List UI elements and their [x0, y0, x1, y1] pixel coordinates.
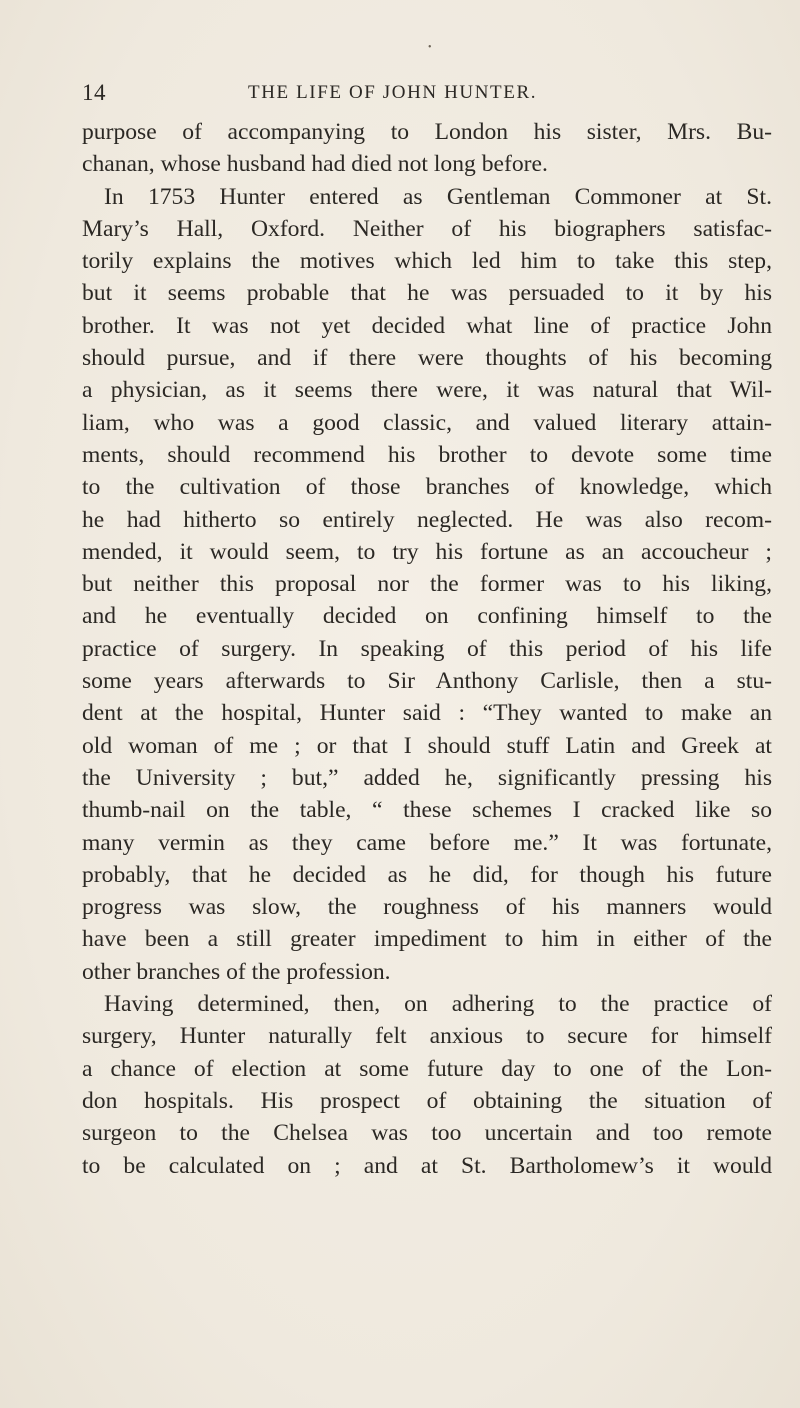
- header-ornament: •: [428, 42, 432, 53]
- text-line: but it seems probable that he was persuaded to it by his: [82, 280, 772, 307]
- text-line: practice of surgery. In speaking of this period of his life: [82, 635, 772, 662]
- text-line: he had hitherto so entirely neglected. He was also recom-: [82, 506, 772, 533]
- text-line: probably, that he decided as he did, for though his future: [82, 861, 772, 888]
- text-line: Mary’s Hall, Oxford. Neither of his biographers satisfac-: [82, 215, 772, 242]
- text-line: brother. It was not yet decided what line of practice John: [82, 312, 772, 339]
- text-line: should pursue, and if there were thoughts of his becoming: [82, 345, 772, 372]
- text-line: mended, it would seem, to try his fortune as an accoucheur ;: [82, 538, 772, 565]
- text-line: surgeon to the Chelsea was too uncertain and too remote: [82, 1120, 772, 1147]
- text-line: dent at the hospital, Hunter said : “They wanted to make an: [82, 700, 772, 727]
- text-line: have been a still greater impediment to him in either of the: [82, 926, 772, 953]
- text-line: purpose of accompanying to London his sister, Mrs. Bu-: [82, 119, 772, 145]
- text-line: liam, who was a good classic, and valued literary attain-: [82, 409, 772, 436]
- text-line: In 1753 Hunter entered as Gentleman Commoner at St.: [104, 183, 772, 210]
- text-line: surgery, Hunter naturally felt anxious to secure for himself: [82, 1023, 772, 1050]
- text-line: thumb-nail on the table, “ these schemes I cracked like so: [82, 797, 772, 824]
- text-line: don hospitals. His prospect of obtaining the situation of: [82, 1087, 772, 1114]
- text-line: progress was slow, the roughness of his manners would: [82, 894, 772, 921]
- text-line: to the cultivation of those branches of knowledge, which: [82, 474, 772, 501]
- text-line: and he eventually decided on confining himself to the: [82, 603, 772, 630]
- page-number: 14: [82, 80, 106, 105]
- text-line: ments, should recommend his brother to devote some time: [82, 441, 772, 468]
- text-line: old woman of me ; or that I should stuff Latin and Greek at: [82, 732, 772, 759]
- page-header: [82, 80, 762, 110]
- text-line: a chance of election at some future day to one of the Lon-: [82, 1055, 772, 1082]
- text-line: but neither this proposal nor the former was to his liking,: [82, 571, 772, 598]
- running-title: THE LIFE OF JOHN HUNTER.: [248, 82, 538, 103]
- text-line: many vermin as they came before me.” It was fortunate,: [82, 829, 772, 856]
- text-line: the University ; but,” added he, significantly pressing his: [82, 764, 772, 791]
- text-line: Having determined, then, on adhering to the practice of: [104, 991, 772, 1018]
- text-line: chanan, whose husband had died not long before.: [82, 151, 548, 178]
- text-line: some years afterwards to Sir Anthony Carlisle, then a stu-: [82, 668, 772, 695]
- text-line: other branches of the profession.: [82, 958, 391, 985]
- body-text: [82, 116, 772, 1182]
- text-line: a physician, as it seems there were, it was natural that Wil-: [82, 377, 772, 404]
- text-line: to be calculated on ; and at St. Bartholomew’s it would: [82, 1152, 772, 1179]
- text-line: torily explains the motives which led him to take this step,: [82, 248, 772, 275]
